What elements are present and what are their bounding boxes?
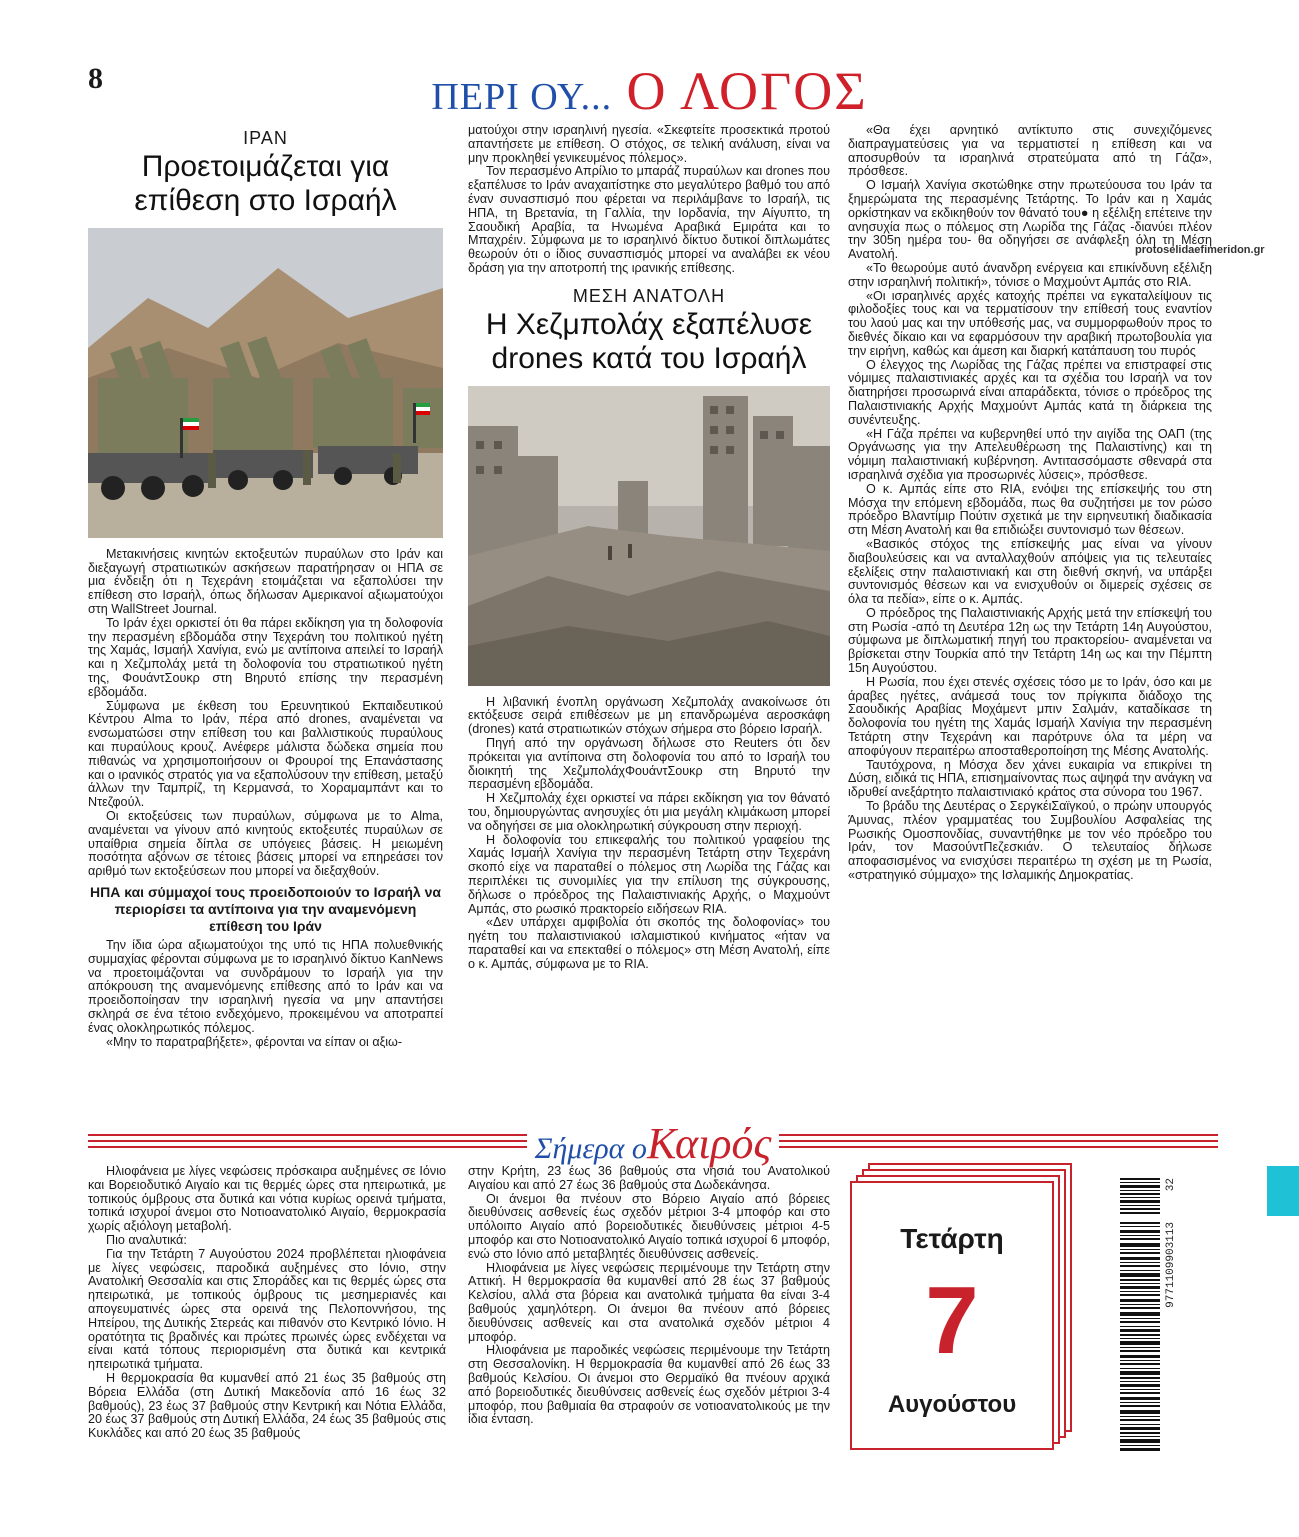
barcode-addon-code: 32 xyxy=(1165,1178,1177,1192)
paragraph: Πιο αναλυτικά: xyxy=(106,1232,187,1247)
paragraph: Για την Τετάρτη 7 Αυγούστου 2024 προβλέπεται ηλιοφάνεια με λίγες νεφώσεις, παροδικά αυξημένες στο Ιόνιο, στην Ανατολική Θεσσαλία και στις Σποράδες και τις θερμές ώρες στα ηπειρωτικά, με τοπικούς όμβρους τις μεσημεριανές και απογευματινές ώρες στα ορεινά της Πελοποννήσου, της Ηπείρου, της Δυτικής Στερεάς και πιθανόν στο Κεντρικό Ιόνιο. Η ορατότητα τις βραδινές και πρώτες πρωινές ώρες ενδέχεται να είναι κατά τόπους περιορισμένη στα δυτικά και κεντρικά ηπειρωτικά τμήματα. xyxy=(88,1246,446,1372)
paragraph: Η θερμοκρασία θα κυμανθεί από 21 έως 35 βαθμούς στη Βόρεια Ελλάδα (στη Δυτική Μακεδονία από 16 έως 32 βαθμούς), 23 έως 37 βαθμούς στην Κεντρική και Νότια Ελλάδα, 20 έως 37 βαθμούς στη Δυτική Ελλάδα, 24 έως 35 βαθμούς στις Κυκλάδες και από 20 έως 35 βαθμούς xyxy=(88,1370,446,1441)
edge-tab xyxy=(1267,1166,1299,1216)
paragraph: Σύμφωνα με έκθεση του Ερευνητικού Εκπαιδευτικού Κέντρου Alma το Ιράν, πέρα από drones, αναμένεται να ενσωματώσει στην επίθεση του και βαλλιστικούς πυραύλους και πυραύλους κρουζ. Ανέφερε μάλιστα δώδεκα σημεία που πιθανώς να χρησιμοποιήσουν οι Φρουροί της Επανάστασης και ο ιρανικός στρατός για να εξαπολύσουν την επίθεση, μεταξύ άλλων την Ταμπρίζ, τη Κερμανσά, το Χοραμαμπάντ και το Ντεζφούλ. xyxy=(88,698,443,810)
masthead-left: ΠΕΡΙ ΟΥ... xyxy=(431,76,613,118)
calendar-weekday: Τετάρτη xyxy=(900,1223,1004,1254)
paragraph: Η Χεζμπολάχ έχει ορκιστεί να πάρει εκδίκηση για τον θάνατό του, δημιουργώντας ανησυχίες ότι μια μεγάλη κλιμάκωση μπορεί να οδηγήσει σε μια ολοκληρωτική σύγκρουση στην περιοχή. xyxy=(468,791,830,833)
paragraph: Η Ρωσία, που έχει στενές σχέσεις τόσο με το Ιράν, όσο και με άραβες ηγέτες, ανάμεσά τους τον πρίγκιπα διάδοχο της Σαουδικής Αραβίας Μοχάμεντ μπιν Σαλμάν, καταδίκασε τη δολοφονία του ηγέτη της Χαμάς Ισμαήλ Χανίγια την περασμένη Τετάρτη στην Τεχεράνη και παρότρυνε όλα τα μέρη να αποφύγουν περαιτέρω αποσταθεροποίηση της Μέσης Ανατολής. xyxy=(848,674,1212,758)
weather-title-prefix: Σήμερα ο xyxy=(527,1132,647,1165)
missile-launchers-illustration xyxy=(88,228,443,538)
weather-title: Καιρός xyxy=(647,1119,779,1168)
paragraph: «Βασικός στόχος της επίσκεψής μας είναι να γίνουν διαβουλεύσεις και να ανταλλαχθούν απόψεις για τις τελευταίες εξελίξεις στην παλαιστινιακή και στη διεθνή σκηνή, να υπάρξει συντονισμός θέσεων και να ενισχυθούν οι διμερείς σχέσεις σε όλα τα πεδία», είπε ο κ. Αμπάς. xyxy=(848,536,1212,607)
barcode-addon xyxy=(1120,1178,1175,1214)
paragraph: «Θα έχει αρνητικό αντίκτυπο στις συνεχιζόμενες διαπραγματεύσεις για να τερματιστεί η επίθεση και να αποσυρθούν τα ισραηλινά στρατεύματα από τη Γάζα», πρόσθεσε. xyxy=(848,123,1212,179)
paragraph: «Το θεωρούμε αυτό άνανδρη ενέργεια και επικίνδυνη εξέλιξη στην ισραηλινή πολιτική», τόνισε ο Μαχμούντ Αμπάς στο RIA. xyxy=(848,260,1212,289)
paragraph: Ηλιοφάνεια με παροδικές νεφώσεις περιμένουμε την Τετάρτη στη Θεσσαλονίκη. Η θερμοκρασία θα κυμανθεί από 26 έως 33 βαθμούς Κελσίου. Οι άνεμοι στο Θερμαϊκό θα πνέουν αρχικά από βορειοδυτικές διευθύνσεις ασθενείς έως σχεδόν μέτριοι 3-4 μποφόρ, που βαθμιαία θα στραφούν σε νοτιοανατολικούς με την ίδια ένταση. xyxy=(468,1343,830,1427)
article-headline: Η Χεζμπολάχ εξαπέλυσε drones κατά του Ισραήλ xyxy=(485,307,813,375)
masthead xyxy=(0,60,1299,122)
page-number: 8 xyxy=(88,62,103,95)
watermark: protoselidaefimeridon.gr xyxy=(1135,244,1265,256)
destroyed-city-photo xyxy=(468,386,830,686)
paragraph: Μετακινήσεις κινητών εκτοξευτών πυραύλων στο Ιράν και διεξαγωγή στρατιωτικών ασκήσεων παρατήρησαν οι ΗΠΑ σε μια ένδειξη ότι η Τεχεράνη ετοιμάζεται να εξαπολύσει την επίθεση στο Ισραήλ, όπως δήλωσαν Αμερικανοί αξιωματούχοι στη WallStreet Journal. xyxy=(88,546,443,616)
weather-header xyxy=(88,1119,1218,1168)
barcode xyxy=(1120,1222,1175,1452)
paragraph: Το βράδυ της Δευτέρας ο ΣεργκέιΣαϊγκού, ο πρώην υπουργός Άμυνας, πλέον γραμματέας του Συμβουλίου Ασφαλείας της Ρωσικής Ομοσπονδίας, συναντήθηκε με τον νέο πρόεδρο του Ιράν, τον ΜασούντΠεζεσκιάν. Ο τελευταίος δήλωσε αποφασισμένος να ενισχύσει περαιτέρω τη σχέση με τη Ρωσία, «στρατηγικό σύμμαχο» της Ισλαμικής Δημοκρατίας. xyxy=(848,799,1212,883)
barcode-bars xyxy=(1120,1222,1160,1452)
masthead-right: Ο ΛΟΓΟΣ xyxy=(626,61,868,121)
paragraph: στην Κρήτη, 23 έως 36 βαθμούς στα νησιά του Ανατολικού Αιγαίου και από 27 έως 36 βαθμούς στα Δωδεκάνησα. xyxy=(468,1164,830,1192)
calendar-month: Αυγούστου xyxy=(887,1391,1017,1418)
paragraph: ματούχοι στην ισραηλινή ηγεσία. «Σκεφτείτε προσεκτικά προτού απαντήσετε με επίθεση. Ο στόχος, σε τελική ανάλυση, είναι να μην προκληθεί γενικευμένος πόλεμος». xyxy=(468,123,830,165)
paragraph: Ο κ. Αμπάς είπε στο RIA, ενόψει της επίσκεψής του στη Μόσχα την επόμενη εβδομάδα, πως θα συζητήσει με τον ρώσο πρόεδρο Βλαντίμιρ Πούτιν σχετικά με την ειρηνευτική διαδικασία στη Μέση Ανατολή και θα επιδιώξει συντονισμό των θέσεων. xyxy=(848,481,1212,538)
paragraph: «Οι ισραηλινές αρχές κατοχής πρέπει να εγκαταλείψουν τις φιλοδοξίες τους και να τερματίσουν την επίθεσή τους εναντίον του λαού μας και την υπόθεσής μας, να συμμορφωθούν προς το διεθνές δίκαιο και να εφαρμόσουν την αραβική πρωτοβουλία για την ειρήνη, καθώς και άμεση και διαρκή κατάπαυση του πυρός xyxy=(848,288,1212,358)
paragraph: Πηγή από την οργάνωση δήλωσε στο Reuters ότι δεν πρόκειται για αντίποινα στη δολοφονία του από το Ισραήλ του διοικητή της ΧεζμπολάχΦουάντΣουκρ στη Βηρυτό την περασμένη εβδομάδα. xyxy=(468,735,830,792)
paragraph: Το Ιράν έχει ορκιστεί ότι θα πάρει εκδίκηση για τη δολοφονία την περασμένη εβδομάδα στην Τεχεράνη του πολιτικού ηγέτη της Χαμάς, Ισμαήλ Χανίγια, ενώ με αντίποινα απειλεί το Ισραήλ και η Χεζμπολάχ μετά τη δολοφονία του στρατιωτικού ηγέτη της, ΦουάντΣουκρ στη Βηρυτό επίσης την περασμένη εβδομάδα. xyxy=(88,615,443,699)
paragraph: Ο πρόεδρος της Παλαιστινιακής Αρχής μετά την επίσκεψή του στη Ρωσία -από τη Δευτέρα 12η ως την Τετάρτη 14η Αυγούστου, σύμφωνα με διπλωματική πηγή του πρακτορείου- αναμένεται να βρίσκεται στην Τουρκία από την Τετάρτη 14η ως και την Πέμπτη 15η Αυγούστου. xyxy=(848,605,1212,676)
article-kicker: ΙΡΑΝ xyxy=(243,128,288,148)
paragraph: Ο Ισμαήλ Χανίγια σκοτώθηκε στην πρωτεύουσα του Ιράν τα ξημερώματα της περασμένης Τετάρτης. Το Ιράν και η Χαμάς ορκίστηκαν να εκδικηθούν τον θάνατό του● η εξέλιξη επέτεινε την ανησυχία πως ο πόλεμος στη Λωρίδα της Γάζας -διανύει πλέον την 305η ημέρα του- θα οδηγήσει σε ανάφλεξη όλη τη Μέση Ανατολή. xyxy=(848,178,1212,262)
paragraph: Την ίδια ώρα αξιωματούχοι της υπό τις ΗΠΑ πολυεθνικής συμμαχίας φέρονται σύμφωνα με το ισραηλινό δίκτυο KanNews να προετοιμάζονται να συνδράμουν το Ισραήλ για την απόκρουση της αναμενόμενης επίθεσης από το Ιράν και να προειδοποίησαν την ισραηλινή ηγεσία να μην απαντήσει σκληρά σε ένα τέτοιο ενδεχόμενο, προκειμένου να αποτραπεί ένας ολοκληρωτικός πόλεμος. xyxy=(88,937,443,1035)
weather-column-2 xyxy=(468,1165,830,1427)
paragraph: Ηλιοφάνεια με λίγες νεφώσεις περιμένουμε την Τετάρτη στην Αττική. Η θερμοκρασία θα κυμανθεί από 28 έως 37 βαθμούς Κελσίου, αλλά στα βόρεια και ανατολικά τμήματα θα είναι 3-4 βαθμούς χαμηλότερη. Οι άνεμοι θα πνέουν από βόρειες διευθύνσεις ασθενείς και στα ανατολικά σχεδόν μέτριοι 4 μποφόρ. xyxy=(468,1260,830,1344)
weather-column-1 xyxy=(88,1165,446,1441)
paragraph: Ταυτόχρονα, η Μόσχα δεν χάνει ευκαιρία να επικρίνει τη Δύση, ειδικά τις ΗΠΑ, επισημαίνοντας πως αψηφά την ανάγκη να ιδρυθεί ανεξάρτητο παλαιστινιακό κράτος στα σύνορα του 1967. xyxy=(848,757,1212,800)
date-calendar xyxy=(848,1163,1078,1453)
paragraph: «Δεν υπάρχει αμφιβολία ότι σκοπός της δολοφονίας» του ηγέτη του παλαιστινιακού ισλαμιστικού κινήματος «ήταν να παραταθεί και να επεκταθεί ο πόλεμος» στη Μέση Ανατολή, είπε ο κ. Αμπάς, σύμφωνα με το RIA. xyxy=(468,915,830,971)
paragraph: Οι άνεμοι θα πνέουν στο Βόρειο Αιγαίο από βόρειες διευθύνσεις ασθενείς έως σχεδόν μέτριοι 3-4 μποφόρ και στο υπόλοιπο Αιγαίο από βορειοδυτικές διευθύνσεις μέτριοι 4-5 μποφόρ και στο Νοτιοανατολικό Αιγαίο τοπικά ισχυροί 6 μποφόρ, ενώ στο Ιόνιο από μεταβλητές διευθύνσεις ασθενείς. xyxy=(468,1191,830,1261)
paragraph: Ηλιοφάνεια με λίγες νεφώσεις πρόσκαιρα αυξημένες σε Ιόνιο και Βορειοδυτικό Αιγαίο και τις θερμές ώρες στα ηπειρωτικά, με τοπικούς όμβρους στα δυτικά και νότια κυρίως ορεινά τμήματα, τοπικά ισχυροί άνεμοι στο Νοτιοανατολικό Αιγαίο, θερμοκρασία χωρίς αξιόλογη μεταβολή. xyxy=(88,1164,446,1234)
barcode-code: 9771109903113 xyxy=(1165,1222,1177,1308)
paragraph: Η λιβανική ένοπλη οργάνωση Χεζμπολάχ ανακοίνωσε ότι εκτόξευσε σειρά επιθέσεων με μη επανδρωμένα αεροσκάφη (drones) κατά στρατιωτικών στόχων σήμερα στο βόρειο Ισραήλ. xyxy=(468,694,830,737)
article-column-3 xyxy=(848,124,1212,883)
article-subhead: ΗΠΑ και σύμμαχοί τους προειδοποιούν το Ισραήλ να περιορίσει τα αντίποινα για την αναμενόμενη επίθεση του Ιράν xyxy=(90,883,441,934)
barcode-addon-bars xyxy=(1120,1178,1160,1214)
destroyed-city-illustration xyxy=(468,386,830,686)
paragraph: «Η Γάζα πρέπει να κυβερνηθεί υπό την αιγίδα της ΟΑΠ (της Οργάνωσης για την Απελευθέρωση της Παλαιστίνης) και τη νόμιμη παλαιστινιακή κυβέρνηση. Αντιτασσόμαστε σθεναρά στα ισραηλινά σχέδια για προσωρινές λύσεις», πρόσθεσε. xyxy=(848,426,1212,482)
article-iran xyxy=(88,128,443,1049)
paragraph: Τον περασμένο Απρίλιο το μπαράζ πυραύλων και drones που εξαπέλυσε το Ιράν αναχαιτίστηκε στο μεγαλύτερο βαθμό του από έναν συνασπισμό που φέρεται να περιλάμβανε το Ισραήλ, τις ΗΠΑ, τη Βρετανία, τη Γαλλία, την Ιορδανία, την Αίγυπτο, τη Σαουδική Αραβία, τα Ηνωμένα Αραβικά Εμιράτα και το Μπαχρέιν. Σύμφωνα με το ισραηλινό δίκτυο δυτικοί διπλωμάτες θεωρούν ότι ο ίδιος συνασπισμός μπορεί να αναλάβει εκ νέου δράση για την αποτροπή της ιρανικής επίθεσης. xyxy=(468,164,830,275)
paragraph: Η δολοφονία του επικεφαλής του πολιτικού γραφείου της Χαμάς Ισμαήλ Χανίγια την περασμένη Τετάρτη στην Τεχεράνη σκοπό είχε να παραταθεί ο πόλεμος στη Λωρίδα της Γάζας και περιπλέκει τις συνομιλίες για την επίλυση της σύγκρουσης, δήλωσε ο πρόεδρος της Παλαιστινιακής Αρχής, ο Μαχμούντ Αμπάς, στο ρωσικό πρακτορείο ειδήσεων RIA. xyxy=(468,832,830,916)
article-kicker: ΜΕΣΗ ΑΝΑΤΟΛΗ xyxy=(572,285,726,306)
paragraph: Οι εκτοξεύσεις των πυραύλων, σύμφωνα με το Alma, αναμένεται να γίνουν από κινητούς εκτοξευτές πυραύλων σε υπαίθρια σημεία δίπλα σε υπόγειες βάσεις. Η μειωμένη ποσότητα αξόνων σε τέτοιες βάσεις μπορεί να επηρεάσει τον αριθμό των εκτοξεύσεων που μπορεί να διεξαχθούν. xyxy=(88,808,443,879)
article-headline: Προετοιμάζεται για επίθεση στο Ισραήλ xyxy=(134,149,397,217)
article-column-2 xyxy=(468,124,830,972)
paragraph: Ο έλεγχος της Λωρίδας της Γάζας πρέπει να επιστραφεί στις νόμιμες παλαιστινιακές αρχές και τα σχέδια του Ισραήλ να τον διατηρήσει προσωρινά είναι απαράδεκτα, τόνισε ο πρόεδρος της Παλαιστινιακής Αρχής Μαχμούντ Αμπάς κατά τη διάρκεια της συνέντευξης. xyxy=(848,357,1212,427)
missile-launchers-photo xyxy=(88,228,443,538)
paragraph: «Μην το παρατραβήξετε», φέρονται να είπαν οι αξιω- xyxy=(106,1034,403,1049)
calendar-day: 7 xyxy=(925,1267,979,1374)
